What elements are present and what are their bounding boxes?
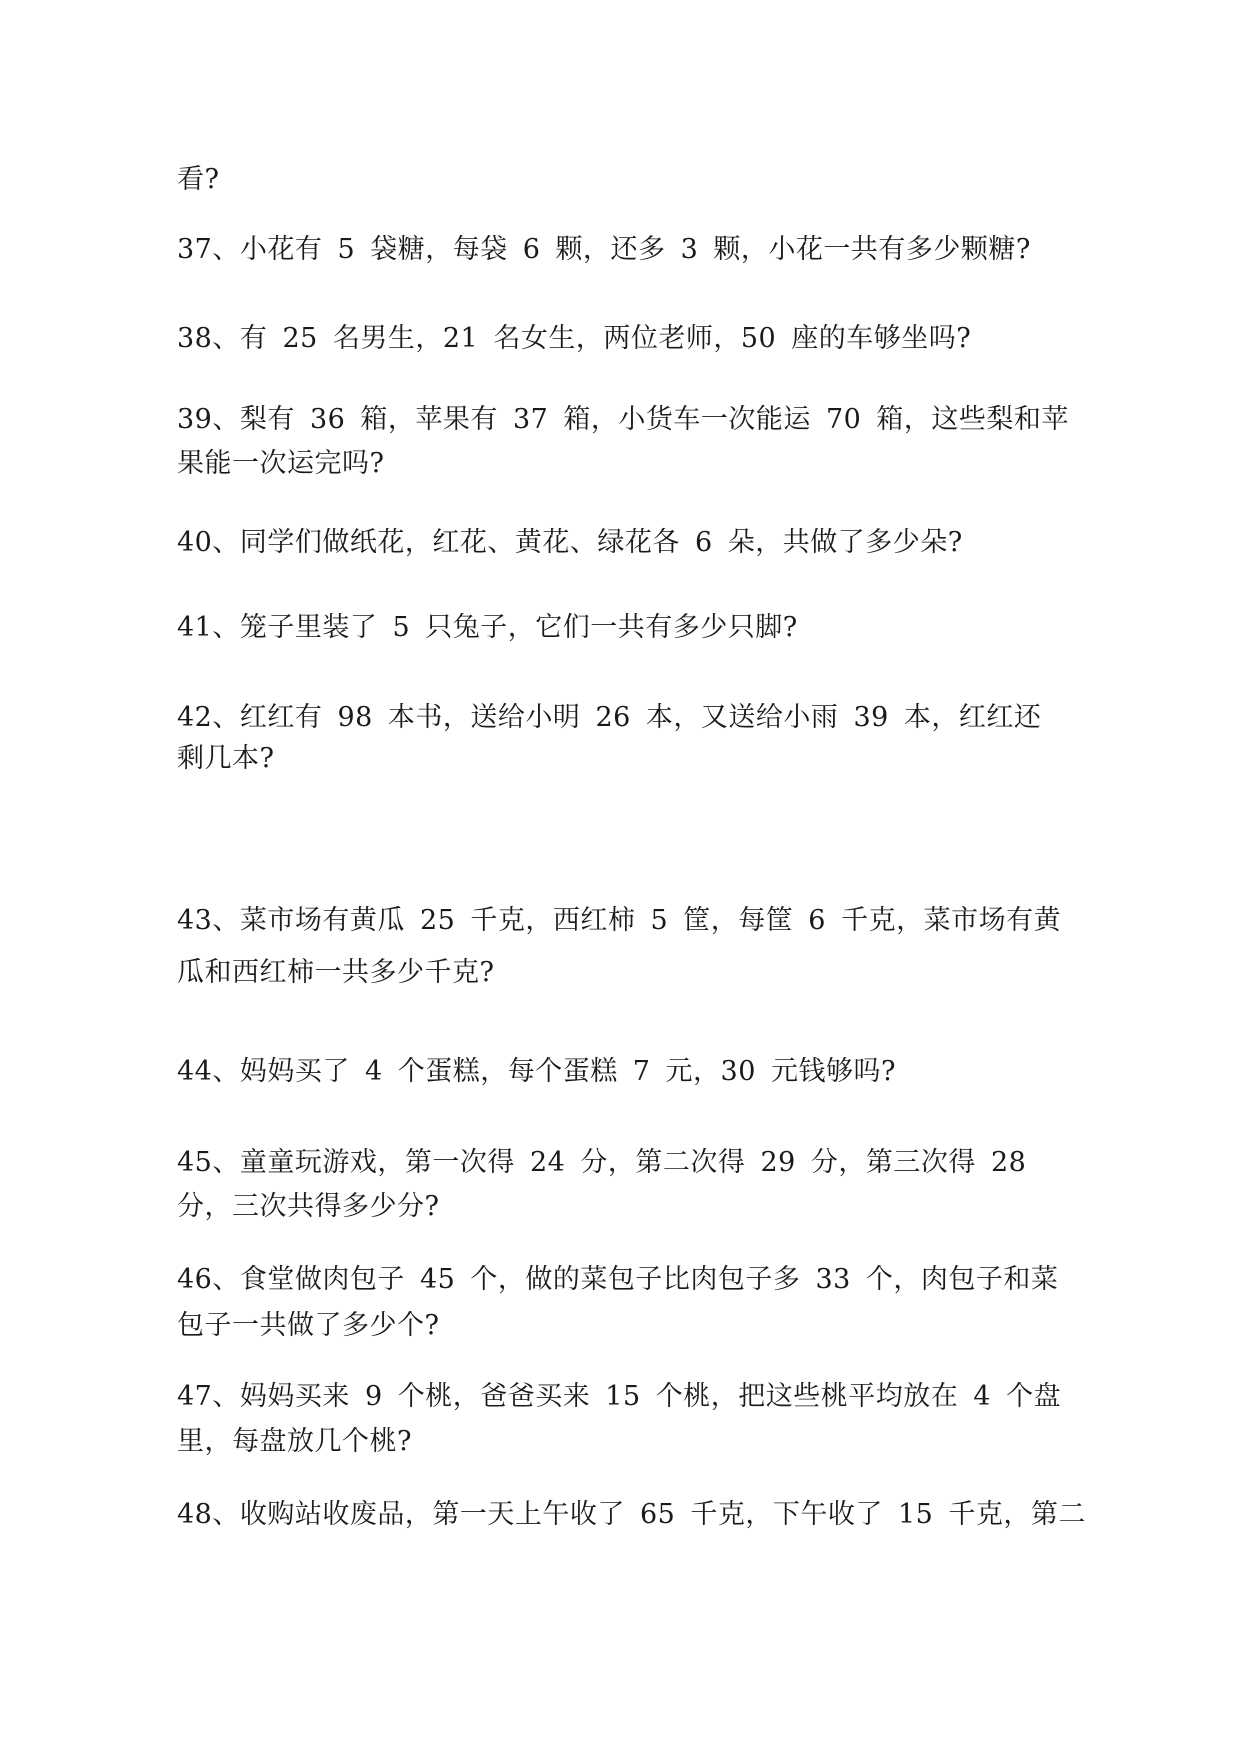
problem-40: 40、同学们做纸花，红花、黄花、绿花各 6 朵，共做了多少朵? — [177, 527, 963, 558]
problem-47-line-1: 47、妈妈买来 9 个桃，爸爸买来 15 个桃，把这些桃平均放在 4 个盘 — [177, 1381, 1062, 1412]
problem-42-line-2: 剩几本? — [177, 743, 275, 774]
problem-46-line-2: 包子一共做了多少个? — [177, 1310, 440, 1341]
problem-42-line-1: 42、红红有 98 本书，送给小明 26 本，又送给小雨 39 本，红红还 — [177, 702, 1042, 733]
problem-38: 38、有 25 名男生，21 名女生，两位老师，50 座的车够坐吗? — [177, 323, 972, 354]
problem-46-line-1: 46、食堂做肉包子 45 个，做的菜包子比肉包子多 33 个，肉包子和菜 — [177, 1264, 1059, 1295]
problem-39-line-1: 39、梨有 36 箱，苹果有 37 箱，小货车一次能运 70 箱，这些梨和苹 — [177, 404, 1069, 435]
problem-48-line-1: 48、收购站收废品，第一天上午收了 65 千克，下午收了 15 千克，第二 — [177, 1499, 1086, 1530]
problem-43-line-1: 43、菜市场有黄瓜 25 千克，西红柿 5 筐，每筐 6 千克，菜市场有黄 — [177, 905, 1062, 936]
problem-39-line-2: 果能一次运完吗? — [177, 448, 385, 479]
problem-45-line-1: 45、童童玩游戏，第一次得 24 分，第二次得 29 分，第三次得 28 — [177, 1147, 1027, 1178]
problem-44: 44、妈妈买了 4 个蛋糕，每个蛋糕 7 元，30 元钱够吗? — [177, 1056, 896, 1087]
problem-47-line-2: 里，每盘放几个桃? — [177, 1426, 412, 1457]
problem-41: 41、笼子里装了 5 只兔子，它们一共有多少只脚? — [177, 612, 798, 643]
problem-45-line-2: 分，三次共得多少分? — [177, 1191, 440, 1222]
problem-37: 37、小花有 5 袋糖，每袋 6 颗，还多 3 颗，小花一共有多少颗糖? — [177, 234, 1031, 265]
text-line: 看? — [177, 164, 220, 195]
problem-43-line-2: 瓜和西红柿一共多少千克? — [177, 957, 495, 988]
